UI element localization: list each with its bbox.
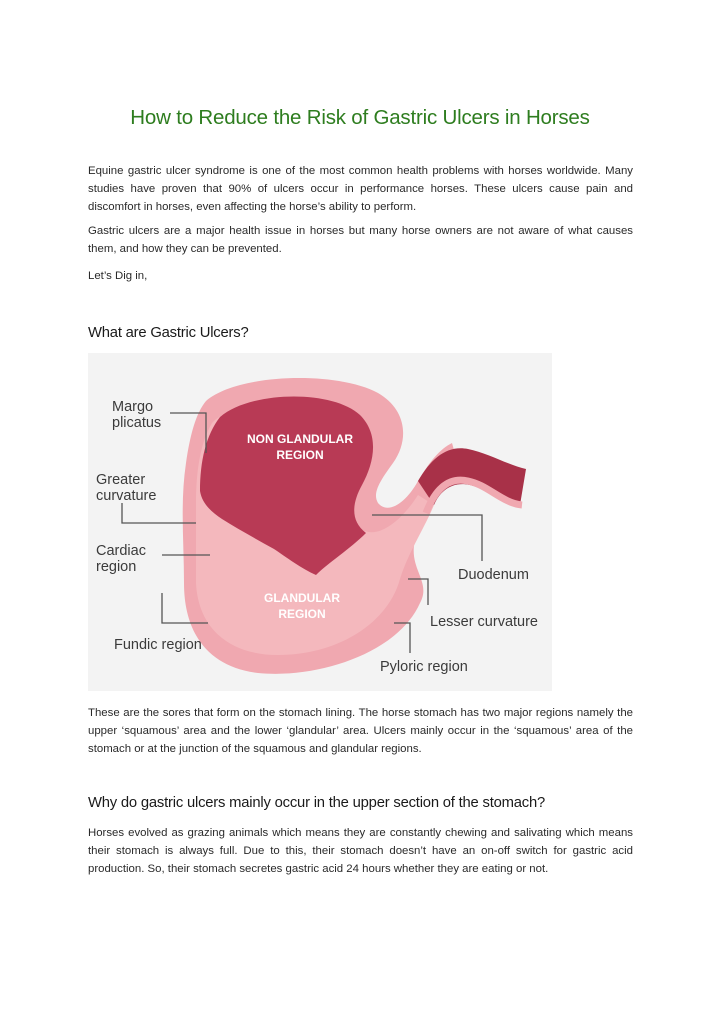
section-heading-why: Why do gastric ulcers mainly occur in the upper section of the stomach?	[88, 795, 546, 811]
intro-paragraph-3: Let’s Dig in,	[88, 270, 148, 282]
intro-paragraph-1: Equine gastric ulcer syndrome is one of the most common health problems with horses worldwide. Many studies have proven that 90% of ulcers occur in performance horses. These ulcers cause pain and discomfort in horses, even affecting the horse’s ability to perform.	[88, 165, 633, 213]
label-cardiac-2: region	[96, 559, 137, 575]
label-fundic: Fundic region	[114, 637, 202, 653]
label-greater-1: Greater	[96, 472, 146, 488]
section-heading-what: What are Gastric Ulcers?	[88, 325, 249, 341]
section1-paragraph: These are the sores that form on the stomach lining. The horse stomach has two major regions namely the upper ‘squamous’ area and the lower ‘glandular’ area. Ulcers mainly occur in the ‘squamous’ area of the stomach or at the junction of the squamous and glandular regions.	[88, 707, 633, 755]
non-glandular-label-2: REGION	[276, 448, 324, 462]
label-margo-2: plicatus	[112, 415, 162, 431]
non-glandular-label-1: NON GLANDULAR	[247, 432, 353, 446]
intro-paragraph-2: Gastric ulcers are a major health issue in horses but many horse owners are not aware of what causes them, and how they can be prevented.	[88, 225, 633, 255]
glandular-label-1: GLANDULAR	[264, 591, 340, 605]
label-margo-1: Margo	[112, 399, 154, 415]
label-pyloric: Pyloric region	[380, 659, 468, 675]
label-cardiac-1: Cardiac	[96, 543, 146, 559]
stomach-diagram	[88, 353, 552, 691]
section2-paragraph: Horses evolved as grazing animals which means they are constantly chewing and salivating which means their stomach is always full. Due to this, their stomach doesn’t have an on-off switch for gastric acid production. So, their stomach secretes gastric acid 24 hours whether they are eating or not.	[88, 827, 633, 875]
label-lesser-curvature: Lesser curvature	[430, 614, 538, 630]
label-duodenum: Duodenum	[458, 567, 529, 583]
article-title: How to Reduce the Risk of Gastric Ulcers in Horses	[130, 106, 590, 129]
stomach-diagram-svg	[88, 353, 552, 691]
glandular-label-2: REGION	[278, 607, 326, 621]
label-greater-2: curvature	[96, 488, 157, 504]
